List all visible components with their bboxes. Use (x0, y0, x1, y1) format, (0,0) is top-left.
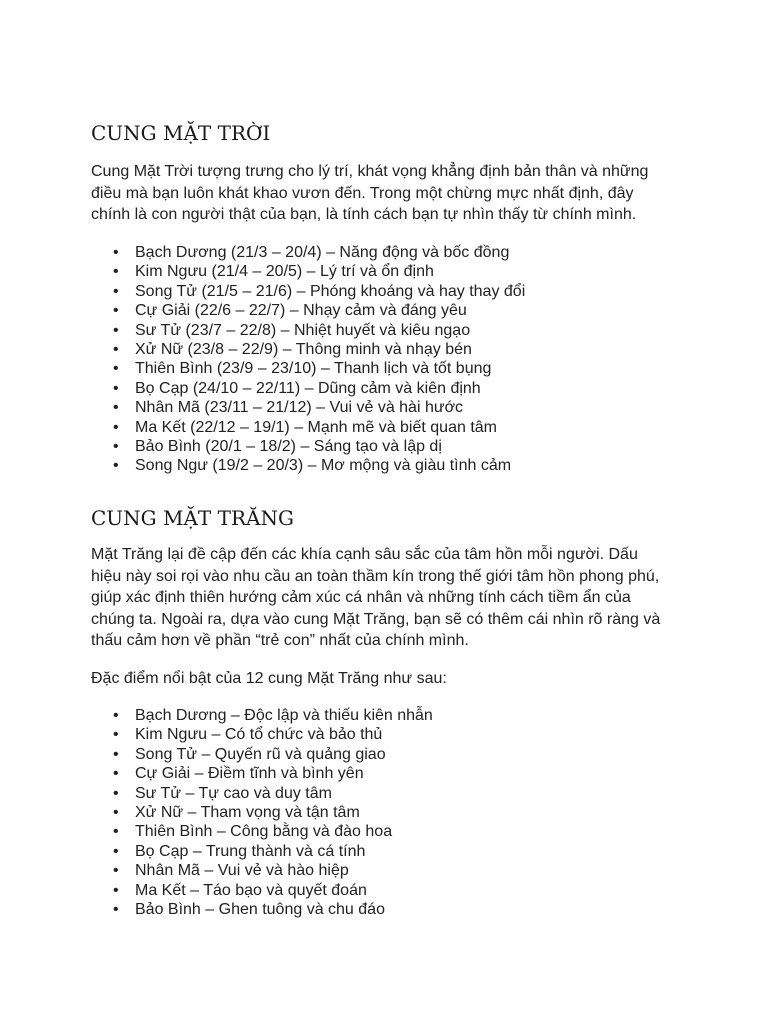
moon-paragraph-line: giúp xác định thiên hướng cảm xúc cá nhân và những tính cách tiềm ẩn của (91, 589, 631, 606)
list-item: • Xử Nữ – Tham vọng và tận tâm (113, 804, 360, 822)
list-item: • Song Tử (21/5 – 21/6) – Phóng khoáng và hay thay đổi (113, 282, 526, 300)
bullet-icon: • (113, 881, 119, 899)
moon-paragraph-line: chúng ta. Ngoài ra, dựa vào cung Mặt Trăng, bạn sẽ có thêm cái nhìn rõ ràng và (91, 610, 661, 628)
sun-paragraph-line: điều mà bạn luôn khát khao vươn đến. Trong một chừng mực nhất định, đây (91, 184, 634, 202)
list-item: • Bọ Cạp – Trung thành và cá tính (113, 842, 366, 860)
bullet-icon: • (113, 457, 119, 475)
bullet-icon: • (113, 399, 119, 417)
list-item: • Thiên Bình (23/9 – 23/10) – Thanh lịch và tốt bụng (113, 360, 492, 378)
bullet-icon: • (113, 804, 119, 822)
list-item: • Bảo Bình – Ghen tuông và chu đáo (113, 901, 385, 919)
list-item: • Nhân Mã – Vui vẻ và hào hiệp (113, 862, 349, 880)
bullet-icon: • (113, 784, 119, 802)
bullet-icon: • (113, 418, 119, 436)
list-item: • Kim Ngưu – Có tổ chức và bảo thủ (113, 726, 383, 744)
moon-intro: Đặc điểm nổi bật của 12 cung Mặt Trăng như sau: (91, 670, 447, 687)
moon-heading-block (91, 506, 691, 530)
list-item: • Sư Tử (23/7 – 22/8) – Nhiệt huyết và kiêu ngạo (113, 321, 471, 339)
list-item: • Cự Giải (22/6 – 22/7) – Nhạy cảm và đáng yêu (113, 302, 467, 320)
list-item: • Nhân Mã (23/11 – 21/12) – Vui vẻ và hài hước (113, 399, 464, 417)
list-item: • Song Tử – Quyến rũ và quảng giao (113, 745, 386, 763)
list-item: • Song Ngư (19/2 – 20/3) – Mơ mộng và giàu tình cảm (113, 457, 512, 475)
bullet-icon: • (113, 360, 119, 378)
bullet-icon: • (113, 842, 119, 860)
list-item: • Cự Giải – Điềm tĩnh và bình yên (113, 765, 364, 783)
moon-list-block (91, 706, 691, 919)
list-item: • Sư Tử – Tự cao và duy tâm (113, 784, 332, 802)
sun-paragraph (91, 161, 691, 226)
moon-heading: CUNG MẶT TRĂNG (91, 506, 294, 530)
list-item: • Bạch Dương – Độc lập và thiếu kiên nhẫn (113, 707, 433, 724)
sun-heading: CUNG MẶT TRỜI (91, 121, 271, 145)
bullet-icon: • (113, 438, 119, 456)
moon-list (91, 706, 691, 919)
bullet-icon: • (113, 282, 119, 300)
moon-intro-block (91, 668, 691, 690)
bullet-icon: • (113, 823, 119, 841)
bullet-icon: • (113, 862, 119, 880)
list-item: • Ma Kết – Táo bạo và quyết đoán (113, 881, 367, 899)
moon-paragraph-line: thấu cảm hơn về phần “trẻ con” nhất của chính mình. (91, 632, 469, 649)
sun-list-block (91, 243, 691, 476)
bullet-icon: • (113, 745, 119, 763)
sun-paragraph-line: chính là con người thật của bạn, là tính cách bạn tự nhìn thấy từ chính mình. (91, 206, 637, 223)
moon-paragraph (91, 544, 691, 652)
bullet-icon: • (113, 341, 119, 359)
bullet-icon: • (113, 901, 119, 919)
sun-list (91, 243, 691, 476)
list-item: • Bảo Bình (20/1 – 18/2) – Sáng tạo và lập dị (113, 438, 442, 456)
list-item: • Thiên Bình – Công bằng và đào hoa (113, 823, 393, 841)
list-item: • Xử Nữ (23/8 – 22/9) – Thông minh và nhạy bén (113, 341, 472, 359)
bullet-icon: • (113, 765, 119, 783)
bullet-icon: • (113, 379, 119, 397)
moon-paragraph-line: hiệu này soi rọi vào nhu cầu an toàn thầm kín trong thế giới tâm hồn phong phú, (91, 567, 660, 585)
moon-paragraph-line: Mặt Trăng lại đề cập đến các khía cạnh sâu sắc của tâm hồn mỗi người. Dấu (91, 546, 638, 563)
list-item: • Kim Ngưu (21/4 – 20/5) – Lý trí và ổn định (113, 263, 434, 281)
bullet-icon: • (113, 707, 119, 724)
list-item: • Ma Kết (22/12 – 19/1) – Mạnh mẽ và biết quan tâm (113, 418, 497, 436)
bullet-icon: • (113, 302, 119, 320)
list-item: • Bạch Dương (21/3 – 20/4) – Năng động và bốc đồng (113, 244, 510, 261)
bullet-icon: • (113, 263, 119, 281)
bullet-icon: • (113, 726, 119, 744)
bullet-icon: • (113, 244, 119, 261)
bullet-icon: • (113, 321, 119, 339)
list-item: • Bọ Cạp (24/10 – 22/11) – Dũng cảm và kiên định (113, 379, 481, 397)
sun-heading-block (91, 121, 691, 145)
sun-paragraph-line: Cung Mặt Trời tượng trưng cho lý trí, khát vọng khẳng định bản thân và những (91, 163, 649, 180)
